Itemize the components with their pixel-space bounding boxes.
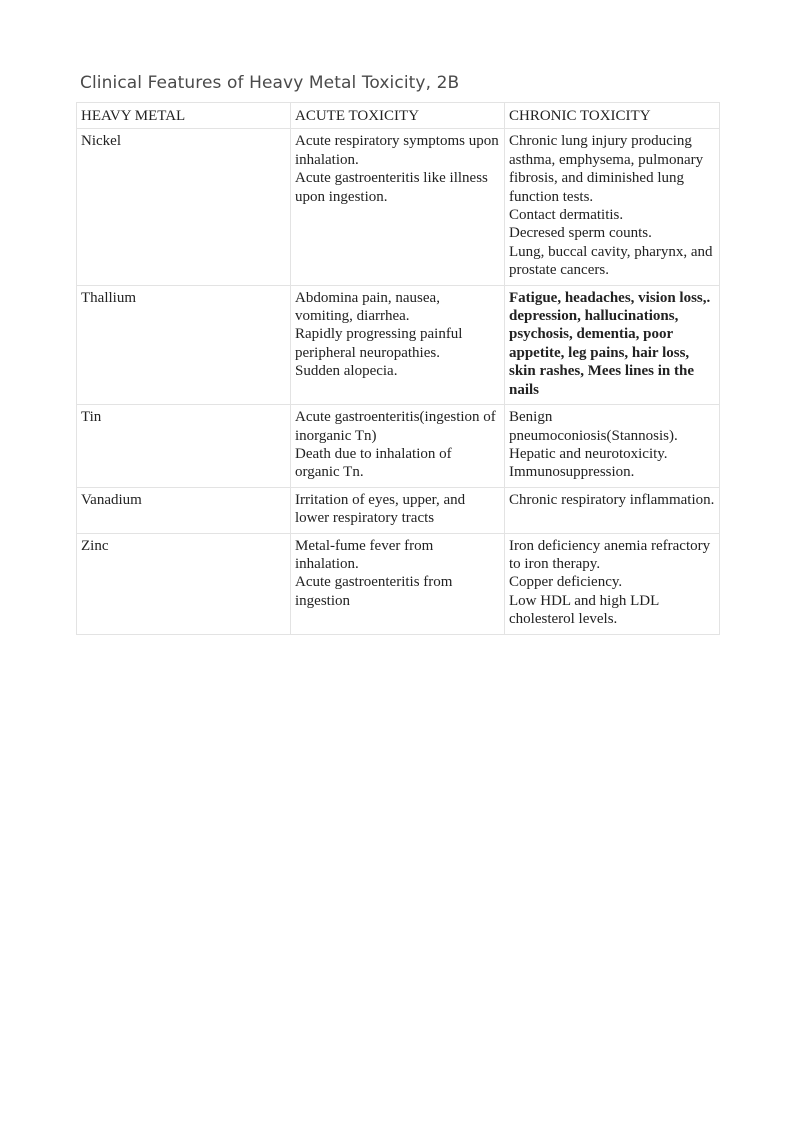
chronic-symptom-line: Chronic lung injury producing asthma, emphysema, pulmonary fibrosis, and diminished lung function tests. [509,133,704,205]
acute-toxicity-cell [291,533,505,634]
acute-symptom-line: Metal-fume fever from inhalation. [295,537,434,572]
acute-symptom-line: Acute gastroenteritis like illness upon ingestion. [295,170,488,205]
chronic-toxicity-cell [505,405,720,488]
chronic-toxicity-cell [505,129,720,285]
chronic-toxicity-cell [505,487,720,533]
acute-toxicity-cell [291,487,505,533]
chronic-symptom-line: Low HDL and high LDL cholesterol levels. [509,592,659,628]
acute-symptom-line: Sudden alopecia. [295,363,398,380]
acute-symptom-line: Rapidly progressing painful peripheral neuropathies. [295,326,463,361]
table-row [77,533,720,634]
chronic-symptom-line: Benign pneumoconiosis(Stannosis). [509,409,678,444]
table-body [77,129,720,634]
metal-name-cell: Tin [77,405,291,488]
chronic-toxicity-cell [505,533,720,634]
acute-symptom-line: Abdomina pain, nausea, vomiting, diarrhea. [295,289,440,325]
header-chronic-toxicity: CHRONIC TOXICITY [505,103,720,129]
chronic-symptom-line: Copper deficiency. [509,574,623,591]
metal-name-cell: Vanadium [77,487,291,533]
metal-name-cell: Zinc [77,533,291,634]
chronic-symptom-line: Decresed sperm counts. [509,225,652,242]
table-row [77,129,720,285]
table-row [77,487,720,533]
toxicity-table [76,102,720,635]
acute-symptom-line: Death due to inhalation of organic Tn. [295,445,452,481]
acute-toxicity-cell [291,285,505,404]
chronic-symptom-line: Fatigue, headaches, vision loss,. depression, hallucinations, psychosis, dementia, poor appetite, leg pains, hair loss, skin rashes, Mees lines in the nails [509,289,711,398]
acute-toxicity-cell [291,129,505,285]
chronic-symptom-line: Chronic respiratory inflammation. [509,491,715,508]
acute-symptom-line: Acute gastroenteritis from ingestion [295,574,453,609]
table-header-row [77,103,720,129]
header-acute-toxicity: ACUTE TOXICITY [291,103,505,129]
metal-name-cell: Nickel [77,129,291,285]
chronic-symptom-line: Immunosuppression. [509,464,635,481]
chronic-symptom-line: Contact dermatitis. [509,207,624,224]
acute-symptom-line: Acute gastroenteritis(ingestion of inorganic Tn) [295,409,496,444]
table-row [77,285,720,404]
table-row [77,405,720,488]
acute-toxicity-cell [291,405,505,488]
chronic-symptom-line: Lung, buccal cavity, pharynx, and prostate cancers. [509,243,713,279]
acute-symptom-line: Irritation of eyes, upper, and lower respiratory tracts [295,491,466,527]
chronic-symptom-line: Hepatic and neurotoxicity. [509,445,668,462]
page-title: Clinical Features of Heavy Metal Toxicity, 2B [80,73,460,93]
chronic-symptom-line: Iron deficiency anemia refractory to iron therapy. [509,537,711,572]
metal-name-cell: Thallium [77,285,291,404]
header-heavy-metal: HEAVY METAL [77,103,291,129]
acute-symptom-line: Acute respiratory symptoms upon inhalation. [295,133,499,168]
chronic-toxicity-cell [505,285,720,404]
